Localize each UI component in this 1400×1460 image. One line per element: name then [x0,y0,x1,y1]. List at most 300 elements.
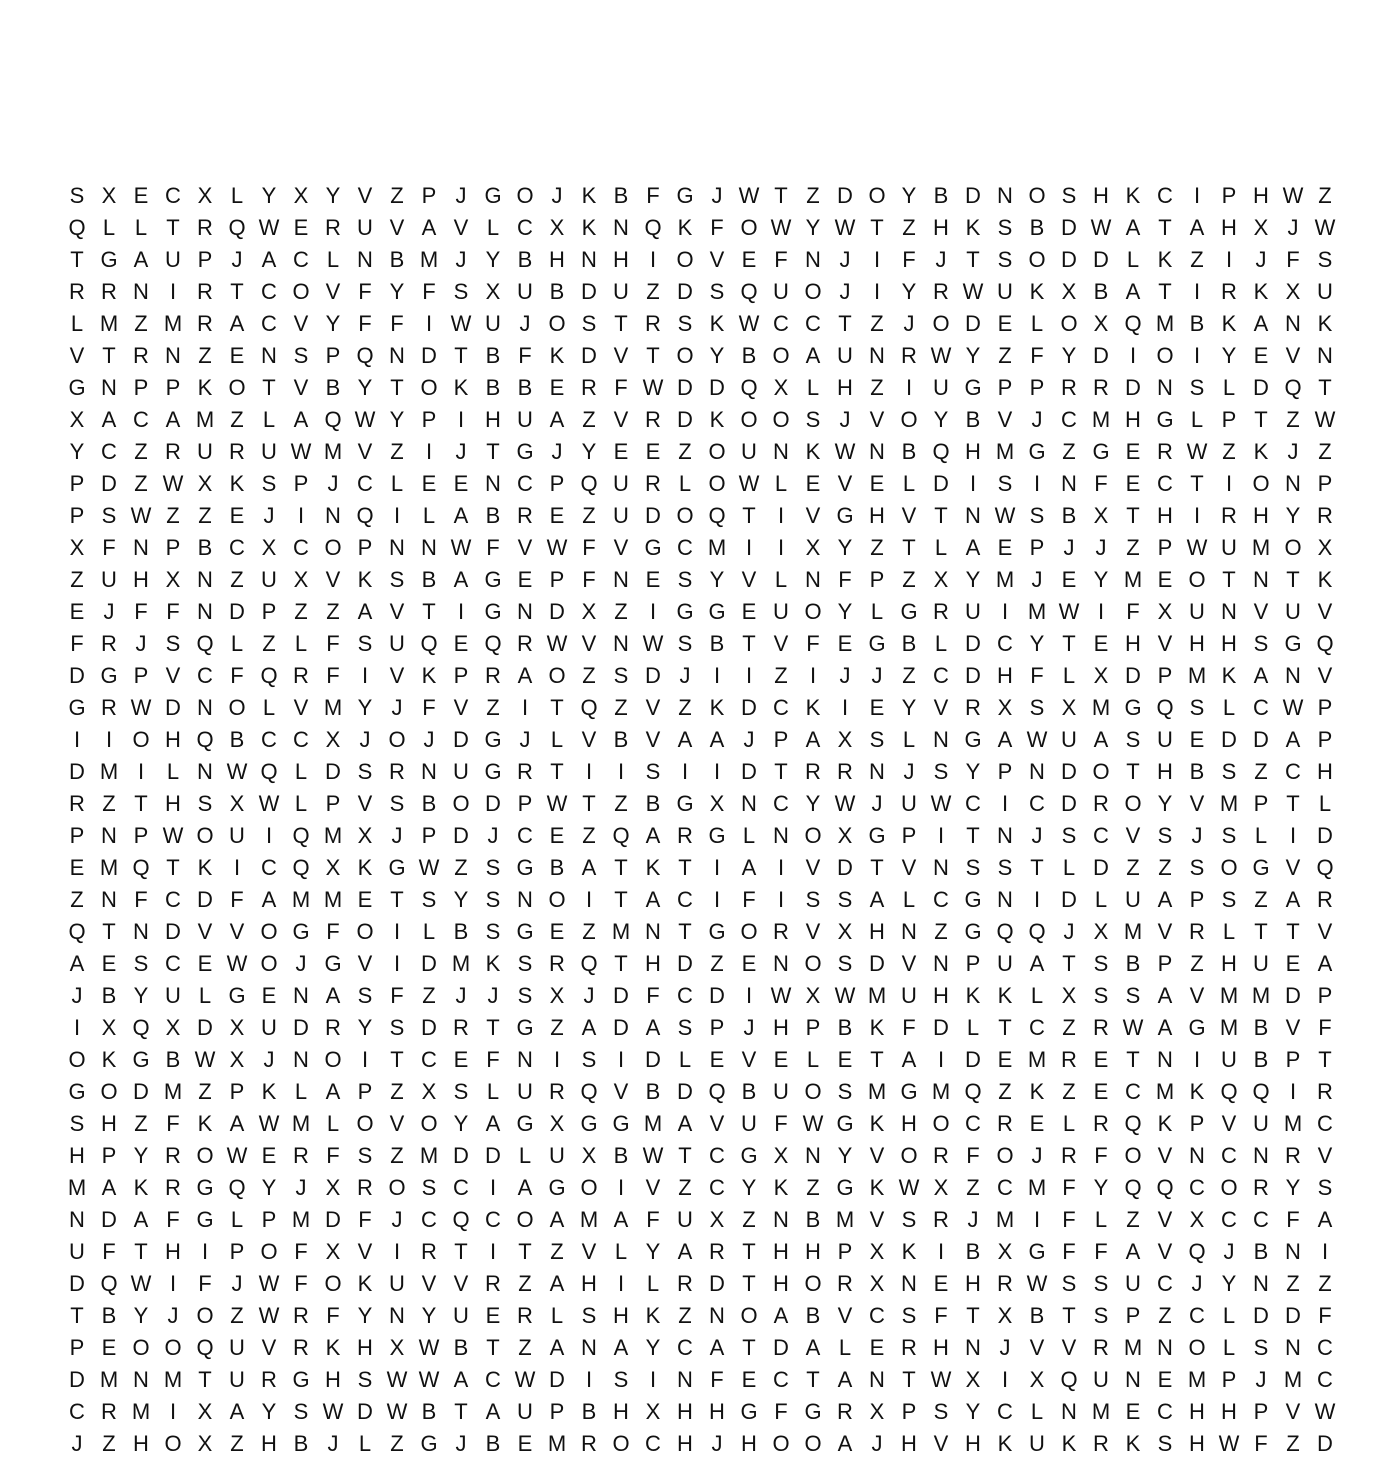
letter-cell[interactable]: G [292,1367,310,1392]
letter-cell[interactable]: O [1028,247,1046,272]
letter-cell[interactable]: J [455,183,467,208]
letter-cell[interactable]: C [1285,759,1301,784]
letter-cell[interactable]: X [837,727,853,752]
letter-cell[interactable]: V [613,343,629,368]
letter-cell[interactable]: F [1030,663,1044,688]
letter-cell[interactable]: N [933,951,949,976]
letter-cell[interactable]: S [485,919,501,944]
letter-cell[interactable]: J [1223,1239,1235,1264]
letter-cell[interactable]: R [645,471,661,496]
letter-cell[interactable]: X [837,823,853,848]
letter-cell[interactable]: N [869,439,885,464]
letter-cell[interactable]: R [69,279,85,304]
letter-cell[interactable]: N [101,823,117,848]
letter-cell[interactable]: Y [581,439,597,464]
letter-cell[interactable]: H [165,727,181,752]
letter-cell[interactable]: D [1061,791,1077,816]
letter-cell[interactable]: O [388,1175,406,1200]
letter-cell[interactable]: Y [933,407,949,432]
letter-cell[interactable]: W [994,503,1016,528]
letter-cell[interactable]: N [1317,343,1333,368]
letter-cell[interactable]: P [1221,183,1237,208]
letter-cell[interactable]: C [709,1143,725,1168]
letter-cell[interactable]: J [263,503,275,528]
letter-cell[interactable]: R [197,279,213,304]
letter-cell[interactable]: X [869,1271,885,1296]
letter-cell[interactable]: U [1125,1271,1141,1296]
letter-cell[interactable]: Z [806,1175,820,1200]
letter-cell[interactable]: C [1317,1111,1333,1136]
letter-cell[interactable]: A [677,1111,693,1136]
letter-cell[interactable]: W [162,471,184,496]
letter-cell[interactable]: G [196,1175,214,1200]
letter-cell[interactable]: I [777,855,785,880]
letter-cell[interactable]: S [997,855,1013,880]
letter-cell[interactable]: Q [1220,1079,1238,1104]
letter-cell[interactable]: A [677,1239,693,1264]
letter-cell[interactable]: U [517,407,533,432]
letter-cell[interactable]: B [293,1431,309,1456]
letter-cell[interactable]: R [581,1431,597,1456]
letter-cell[interactable]: Z [1158,855,1172,880]
letter-cell[interactable]: V [1285,1015,1301,1040]
letter-cell[interactable]: A [1029,951,1045,976]
letter-cell[interactable]: H [261,1431,277,1456]
letter-cell[interactable]: E [741,247,757,272]
letter-cell[interactable]: E [741,1367,757,1392]
letter-cell[interactable]: N [1285,663,1301,688]
letter-cell[interactable]: V [421,1271,437,1296]
letter-cell[interactable]: S [997,471,1013,496]
letter-cell[interactable]: O [420,375,438,400]
letter-cell[interactable]: C [293,247,309,272]
letter-cell[interactable]: L [966,1015,980,1040]
letter-cell[interactable]: M [99,1367,119,1392]
letter-cell[interactable]: E [69,599,85,624]
letter-cell[interactable]: U [933,375,949,400]
letter-cell[interactable]: T [806,1367,820,1392]
letter-cell[interactable]: E [549,375,565,400]
letter-cell[interactable]: N [1157,1047,1173,1072]
letter-cell[interactable]: C [1189,1175,1205,1200]
letter-cell[interactable]: I [233,855,241,880]
letter-cell[interactable]: N [1253,1271,1269,1296]
letter-cell[interactable]: K [357,855,373,880]
letter-cell[interactable]: Y [389,407,405,432]
letter-cell[interactable]: X [325,727,341,752]
letter-cell[interactable]: J [391,1207,403,1232]
letter-cell[interactable]: A [549,1335,565,1360]
letter-cell[interactable]: Q [196,631,214,656]
letter-cell[interactable]: B [741,1079,757,1104]
letter-cell[interactable]: E [101,1335,117,1360]
letter-cell[interactable]: J [711,183,723,208]
letter-cell[interactable]: R [1317,503,1333,528]
letter-cell[interactable]: I [969,471,977,496]
letter-cell[interactable]: A [709,727,725,752]
letter-cell[interactable]: P [1157,951,1173,976]
letter-cell[interactable]: H [581,1271,597,1296]
letter-cell[interactable]: H [677,1399,693,1424]
letter-cell[interactable]: E [1093,631,1109,656]
letter-cell[interactable]: M [547,1431,567,1456]
letter-cell[interactable]: K [1253,279,1269,304]
letter-cell[interactable]: F [166,1111,180,1136]
letter-cell[interactable]: A [1317,951,1333,976]
letter-cell[interactable]: P [1317,695,1333,720]
letter-cell[interactable]: Q [1252,1079,1270,1104]
letter-cell[interactable]: J [903,759,915,784]
letter-cell[interactable]: V [773,631,789,656]
letter-cell[interactable]: N [901,1271,917,1296]
letter-cell[interactable]: R [1061,1047,1077,1072]
letter-cell[interactable]: W [962,279,984,304]
letter-cell[interactable]: T [614,887,628,912]
letter-cell[interactable]: R [1157,439,1173,464]
letter-cell[interactable]: F [102,1239,116,1264]
letter-cell[interactable]: E [1125,1399,1141,1424]
letter-cell[interactable]: J [871,791,883,816]
letter-cell[interactable]: I [393,503,401,528]
letter-cell[interactable]: D [421,343,437,368]
letter-cell[interactable]: H [1125,631,1141,656]
letter-cell[interactable]: V [933,1431,949,1456]
letter-cell[interactable]: D [677,375,693,400]
letter-cell[interactable]: C [933,663,949,688]
letter-cell[interactable]: J [743,727,755,752]
letter-cell[interactable]: S [69,183,85,208]
letter-cell[interactable]: F [390,983,404,1008]
letter-cell[interactable]: K [1125,183,1141,208]
letter-cell[interactable]: E [773,1047,789,1072]
letter-cell[interactable]: E [517,1431,533,1456]
letter-cell[interactable]: U [613,471,629,496]
letter-cell[interactable]: J [967,1207,979,1232]
letter-cell[interactable]: I [489,1175,497,1200]
letter-cell[interactable]: W [290,439,312,464]
letter-cell[interactable]: M [323,887,343,912]
letter-cell[interactable]: C [133,407,149,432]
letter-cell[interactable]: D [229,599,245,624]
letter-cell[interactable]: L [742,823,756,848]
letter-cell[interactable]: X [357,823,373,848]
letter-cell[interactable]: M [1251,983,1271,1008]
letter-cell[interactable]: I [841,695,849,720]
letter-cell[interactable]: M [163,1367,183,1392]
letter-cell[interactable]: S [101,503,117,528]
letter-cell[interactable]: L [486,215,500,240]
letter-cell[interactable]: P [997,759,1013,784]
letter-cell[interactable]: R [69,791,85,816]
letter-cell[interactable]: P [69,823,85,848]
letter-cell[interactable]: T [486,439,500,464]
letter-cell[interactable]: Z [1318,1271,1332,1296]
letter-cell[interactable]: U [101,567,117,592]
letter-cell[interactable]: A [805,343,821,368]
letter-cell[interactable]: Z [966,1175,980,1200]
letter-cell[interactable]: I [1193,279,1201,304]
letter-cell[interactable]: Y [261,1175,277,1200]
letter-cell[interactable]: M [1251,535,1271,560]
letter-cell[interactable]: G [900,1079,918,1104]
letter-cell[interactable]: I [681,759,689,784]
letter-cell[interactable]: D [293,1015,309,1040]
letter-cell[interactable]: J [1031,1143,1043,1168]
letter-cell[interactable]: X [293,567,309,592]
letter-cell[interactable]: C [453,1175,469,1200]
letter-cell[interactable]: N [933,855,949,880]
letter-cell[interactable]: B [805,1207,821,1232]
letter-cell[interactable]: B [549,279,565,304]
letter-cell[interactable]: O [196,1303,214,1328]
letter-cell[interactable]: M [323,823,343,848]
letter-cell[interactable]: Q [1316,855,1334,880]
letter-cell[interactable]: T [902,1367,916,1392]
letter-cell[interactable]: C [773,311,789,336]
letter-cell[interactable]: M [323,439,343,464]
letter-cell[interactable]: I [201,1239,209,1264]
letter-cell[interactable]: S [357,983,373,1008]
letter-cell[interactable]: N [261,343,277,368]
letter-cell[interactable]: T [1062,951,1076,976]
letter-cell[interactable]: E [549,919,565,944]
letter-cell[interactable]: W [1314,1399,1336,1424]
letter-cell[interactable]: W [258,1111,280,1136]
letter-cell[interactable]: K [485,951,501,976]
letter-cell[interactable]: N [1253,1143,1269,1168]
letter-cell[interactable]: M [1219,791,1239,816]
letter-cell[interactable]: O [1220,1175,1238,1200]
letter-cell[interactable]: T [1190,471,1204,496]
letter-cell[interactable]: A [837,1431,853,1456]
letter-cell[interactable]: S [357,1143,373,1168]
letter-cell[interactable]: L [934,535,948,560]
letter-cell[interactable]: H [901,1111,917,1136]
letter-cell[interactable]: Z [486,695,500,720]
letter-cell[interactable]: F [1318,1015,1332,1040]
letter-cell[interactable]: I [1001,599,1009,624]
letter-cell[interactable]: N [101,887,117,912]
letter-cell[interactable]: L [774,567,788,592]
letter-cell[interactable]: R [1093,1431,1109,1456]
letter-cell[interactable]: V [869,407,885,432]
letter-cell[interactable]: I [617,1271,625,1296]
letter-cell[interactable]: T [1062,631,1076,656]
letter-cell[interactable]: Q [68,919,86,944]
letter-cell[interactable]: E [261,983,277,1008]
letter-cell[interactable]: S [357,759,373,784]
letter-cell[interactable]: K [453,375,469,400]
letter-cell[interactable]: L [1222,1335,1236,1360]
letter-cell[interactable]: O [1284,535,1302,560]
letter-cell[interactable]: R [773,919,789,944]
letter-cell[interactable]: A [325,1079,341,1104]
letter-cell[interactable]: X [101,183,117,208]
letter-cell[interactable]: T [390,1047,404,1072]
letter-cell[interactable]: O [804,951,822,976]
letter-cell[interactable]: Z [1318,439,1332,464]
letter-cell[interactable]: C [261,279,277,304]
letter-cell[interactable]: B [709,631,725,656]
letter-cell[interactable]: W [834,439,856,464]
letter-cell[interactable]: C [517,215,533,240]
letter-cell[interactable]: J [679,663,691,688]
letter-cell[interactable]: D [613,983,629,1008]
letter-cell[interactable]: U [773,599,789,624]
letter-cell[interactable]: X [709,1207,725,1232]
letter-cell[interactable]: H [933,215,949,240]
letter-cell[interactable]: Q [612,823,630,848]
letter-cell[interactable]: B [421,1399,437,1424]
letter-cell[interactable]: B [485,503,501,528]
letter-cell[interactable]: X [549,215,565,240]
letter-cell[interactable]: S [1093,983,1109,1008]
letter-cell[interactable]: K [1125,1431,1141,1456]
letter-cell[interactable]: Q [484,631,502,656]
letter-cell[interactable]: W [1058,599,1080,624]
letter-cell[interactable]: W [226,759,248,784]
letter-cell[interactable]: I [425,439,433,464]
letter-cell[interactable]: L [262,695,276,720]
letter-cell[interactable]: G [612,1111,630,1136]
letter-cell[interactable]: V [1125,823,1141,848]
letter-cell[interactable]: B [1029,215,1045,240]
letter-cell[interactable]: D [1093,855,1109,880]
letter-cell[interactable]: E [645,439,661,464]
letter-cell[interactable]: P [1029,535,1045,560]
letter-cell[interactable]: S [389,1015,405,1040]
letter-cell[interactable]: H [869,503,885,528]
letter-cell[interactable]: O [1156,343,1174,368]
letter-cell[interactable]: R [805,759,821,784]
letter-cell[interactable]: P [261,599,277,624]
letter-cell[interactable]: D [709,1271,725,1296]
letter-cell[interactable]: U [549,1143,565,1168]
letter-cell[interactable]: Y [389,279,405,304]
letter-cell[interactable]: Y [805,791,821,816]
letter-cell[interactable]: U [1285,599,1301,624]
letter-cell[interactable]: M [867,983,887,1008]
letter-cell[interactable]: H [901,1431,917,1456]
letter-cell[interactable]: R [837,1399,853,1424]
letter-cell[interactable]: T [486,1335,500,1360]
letter-cell[interactable]: J [839,279,851,304]
letter-cell[interactable]: E [1061,567,1077,592]
letter-cell[interactable]: E [453,1047,469,1072]
letter-cell[interactable]: P [1157,663,1173,688]
letter-cell[interactable]: F [806,631,820,656]
letter-cell[interactable]: I [1097,599,1105,624]
letter-cell[interactable]: I [489,1239,497,1264]
letter-cell[interactable]: D [357,1399,373,1424]
letter-cell[interactable]: J [711,1431,723,1456]
letter-cell[interactable]: I [1129,343,1137,368]
letter-cell[interactable]: W [802,1111,824,1136]
letter-cell[interactable]: U [453,1303,469,1328]
letter-cell[interactable]: U [1157,727,1173,752]
letter-cell[interactable]: F [230,887,244,912]
letter-cell[interactable]: V [997,407,1013,432]
letter-cell[interactable]: V [357,439,373,464]
letter-cell[interactable]: R [133,343,149,368]
letter-cell[interactable]: N [805,567,821,592]
letter-cell[interactable]: S [517,951,533,976]
letter-cell[interactable]: G [836,1111,854,1136]
letter-cell[interactable]: G [964,727,982,752]
letter-cell[interactable]: K [197,855,213,880]
letter-cell[interactable]: P [901,823,917,848]
letter-cell[interactable]: N [165,343,181,368]
letter-cell[interactable]: R [197,215,213,240]
letter-cell[interactable]: P [229,1239,245,1264]
letter-cell[interactable]: T [1158,279,1172,304]
letter-cell[interactable]: L [774,471,788,496]
letter-cell[interactable]: Z [1318,183,1332,208]
letter-cell[interactable]: I [1289,1079,1297,1104]
letter-cell[interactable]: A [261,887,277,912]
letter-cell[interactable]: O [740,919,758,944]
letter-cell[interactable]: V [709,247,725,272]
letter-cell[interactable]: G [484,567,502,592]
letter-cell[interactable]: P [517,791,533,816]
letter-cell[interactable]: I [937,1239,945,1264]
letter-cell[interactable]: R [517,503,533,528]
letter-cell[interactable]: P [1317,727,1333,752]
letter-cell[interactable]: C [165,887,181,912]
letter-cell[interactable]: F [1062,1207,1076,1232]
letter-cell[interactable]: V [1189,791,1205,816]
letter-cell[interactable]: N [133,535,149,560]
letter-cell[interactable]: N [901,919,917,944]
letter-cell[interactable]: G [324,951,342,976]
letter-cell[interactable]: I [457,407,465,432]
letter-cell[interactable]: L [646,1271,660,1296]
letter-cell[interactable]: I [1225,471,1233,496]
letter-cell[interactable]: O [772,407,790,432]
letter-cell[interactable]: R [837,759,853,784]
letter-cell[interactable]: W [930,791,952,816]
letter-cell[interactable]: R [933,599,949,624]
letter-cell[interactable]: R [581,375,597,400]
letter-cell[interactable]: U [1253,1111,1269,1136]
letter-cell[interactable]: B [1029,1303,1045,1328]
letter-cell[interactable]: B [325,375,341,400]
letter-cell[interactable]: Q [932,439,950,464]
letter-cell[interactable]: T [1126,759,1140,784]
letter-cell[interactable]: S [1029,503,1045,528]
letter-cell[interactable]: W [930,343,952,368]
letter-cell[interactable]: K [709,311,725,336]
letter-cell[interactable]: H [933,1335,949,1360]
letter-cell[interactable]: O [1252,471,1270,496]
letter-cell[interactable]: V [901,951,917,976]
letter-cell[interactable]: R [1189,919,1205,944]
letter-cell[interactable]: Y [133,1143,149,1168]
letter-cell[interactable]: V [261,1335,277,1360]
letter-cell[interactable]: F [774,1111,788,1136]
letter-cell[interactable]: N [1061,1399,1077,1424]
letter-cell[interactable]: E [869,695,885,720]
letter-cell[interactable]: H [1253,503,1269,528]
letter-cell[interactable]: M [579,1207,599,1232]
letter-cell[interactable]: K [197,375,213,400]
letter-cell[interactable]: C [1125,1079,1141,1104]
letter-cell[interactable]: B [805,1303,821,1328]
letter-cell[interactable]: Z [70,567,84,592]
letter-cell[interactable]: L [390,471,404,496]
letter-cell[interactable]: O [868,183,886,208]
letter-cell[interactable]: Z [742,1207,756,1232]
